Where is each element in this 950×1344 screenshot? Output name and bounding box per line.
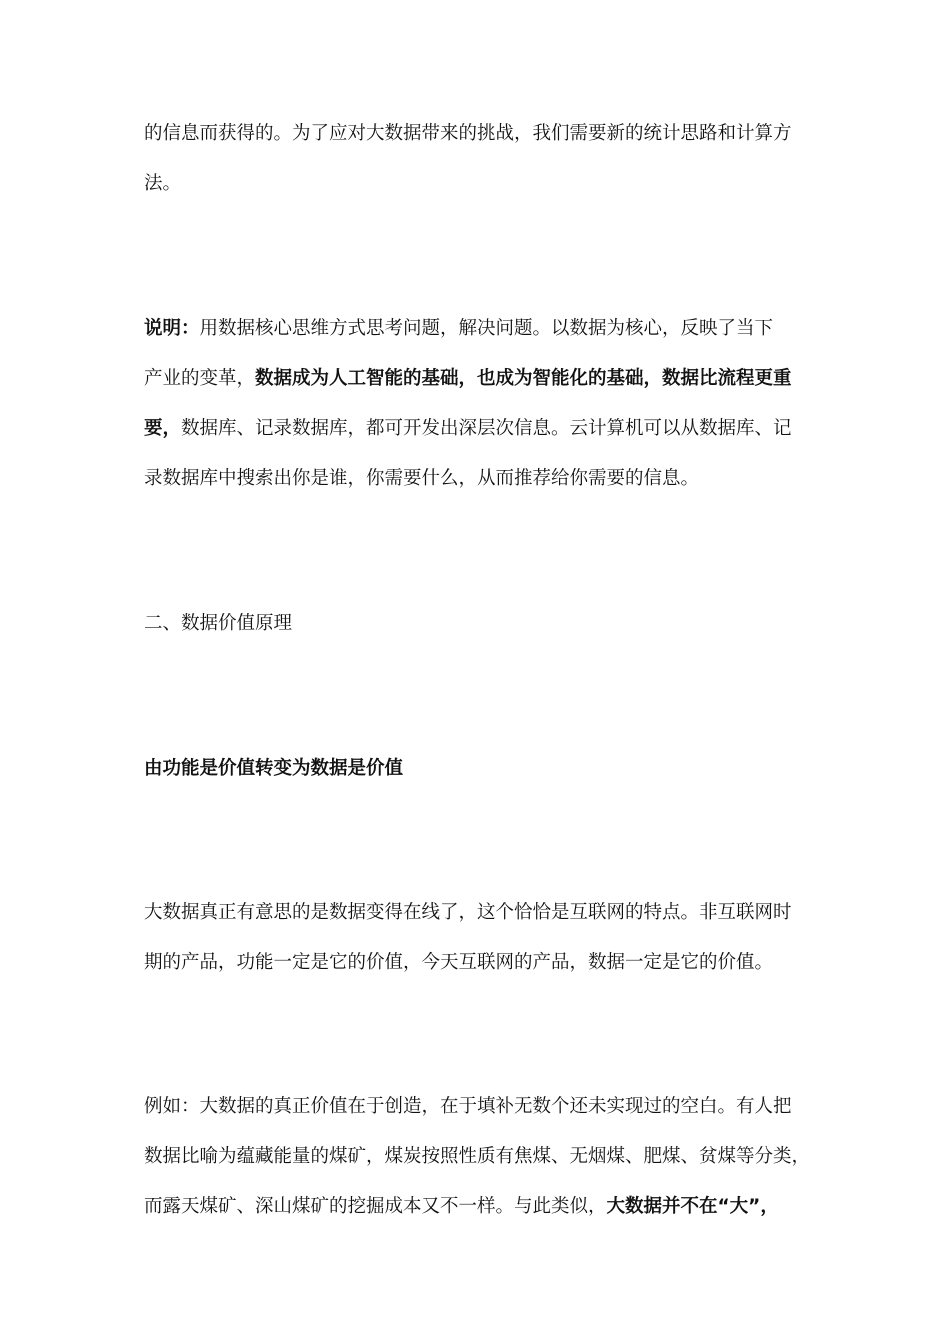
paragraph-4-line-1: 例如：大数据的真正价值在于创造，在于填补无数个还未实现过的空白。有人把 <box>144 1096 792 1117</box>
section-heading: 二、数据价值原理 <box>144 613 293 634</box>
note-text-3: 数据库、记录数据库，都可开发出深层次信息。云计算机可以从数据库、记 <box>181 418 792 439</box>
paragraph-1-line-2: 法。 <box>144 173 182 194</box>
paragraph-4-line-3 <box>144 1194 814 1220</box>
paragraph-2-line-4: 录数据库中搜索出你是谁，你需要什么，从而推荐给你需要的信息。 <box>144 468 700 489</box>
paragraph-1-line-1: 的信息而获得的。为了应对大数据带来的挑战，我们需要新的统计思路和计算方 <box>144 123 792 144</box>
note-label: 说明： <box>144 318 200 339</box>
example-text: 而露天煤矿、深山煤矿的挖掘成本又不一样。与此类似， <box>144 1196 607 1217</box>
note-text-2: 产业的变革， <box>144 368 256 389</box>
paragraph-3-line-1: 大数据真正有意思的是数据变得在线了，这个恰恰是互联网的特点。非互联网时 <box>144 902 792 923</box>
paragraph-4-line-2: 数据比喻为蕴藏能量的煤矿，煤炭按照性质有焦煤、无烟煤、肥煤、贫煤等分类， <box>144 1146 811 1167</box>
paragraph-2-line-3 <box>144 416 814 442</box>
note-text: 用数据核心思维方式思考问题，解决问题。以数据为核心，反映了当下 <box>199 318 774 339</box>
note-emphasis-end: 要， <box>144 418 182 439</box>
paragraph-2-line-1 <box>144 316 814 342</box>
paragraph-3-line-2: 期的产品，功能一定是它的价值，今天互联网的产品，数据一定是它的价值。 <box>144 952 774 973</box>
paragraph-2-line-2 <box>144 366 814 392</box>
note-emphasis: 数据成为人工智能的基础，也成为智能化的基础，数据比流程更重 <box>255 368 792 389</box>
subheading: 由功能是价值转变为数据是价值 <box>144 758 404 779</box>
example-emphasis: 大数据并不在“大”， <box>606 1196 779 1217</box>
